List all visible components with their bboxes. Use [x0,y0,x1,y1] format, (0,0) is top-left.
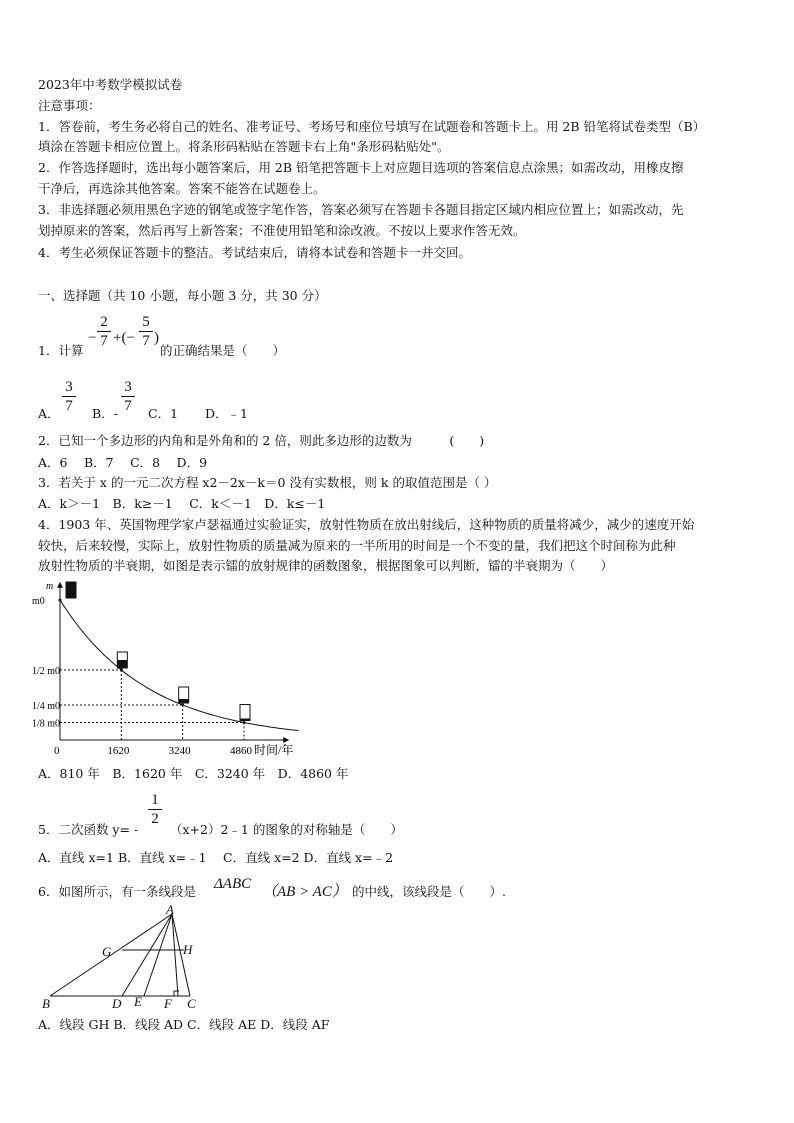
x-tick-label: 4860 [230,745,252,757]
q6-options: A．线段 GH B．线段 AD C．线段 AE D．线段 AF [38,1017,330,1032]
sample-fill [117,660,127,668]
label-b: B [42,996,50,1011]
data-point [181,704,184,707]
x-tick-label: 3240 [168,745,191,757]
notice-line: 划掉原来的答案，然后再写上新答案；不准使用铅笔和涂改液。不按以上要求作答无效。 [38,223,526,238]
data-point [243,721,246,724]
sample-marker [240,705,250,721]
q1-plus: +(− [113,330,135,346]
q6-condition: （AB > AC） [262,884,347,900]
q5-frac [148,792,162,827]
notice-line: 干净后，再选涂其他答案。答案不能答在试题卷上。 [38,181,326,196]
q1-opt-a-frac [62,379,76,414]
q2-options: A．6 B．7 C．8 D．9 [38,455,208,470]
notice-heading: 注意事项： [38,98,101,113]
q4-stem: 4．1903 年、英国物理学家卢瑟福通过实验证实，放射性物质在放出射线后，这种物质的质量将减少，减少的速度开始 [38,517,695,532]
frac-num: 1 [151,792,159,808]
y-tick-label: 1/8 m0 [32,718,61,730]
q1-opt-a-label: A． [38,406,60,421]
q6-stem-before: 6．如图所示，有一条线段是 [38,884,196,899]
x-tick-label: 1620 [107,745,130,757]
q4-options: A．810 年 B．1620 年 C．3240 年 D．4860 年 [38,766,349,781]
frac-den: 2 [151,811,159,827]
frac-num: 2 [100,314,108,330]
sample-fill [179,699,189,703]
q5-options: A．直线 x=1 B．直线 x=﹣1 C．直线 x=2 D．直线 x=﹣2 [38,850,394,865]
q1-opt-d: D．﹣1 [205,406,248,421]
q1-frac-2 [139,314,153,349]
q3-options: A．k＞－1 B．k≥－1 C．k＜－1 D．k≤－1 [38,496,326,511]
label-d: D [112,996,122,1011]
q6-stem-after: 的中线，该线段是（ ）. [352,884,506,899]
notice-line: 3．非选择题必须用黑色字迹的钢笔或签字笔作答，答案必须写在答题卡各题目指定区域内相应位置上；如需改动，先 [38,202,684,217]
label-a: A [166,904,174,917]
notice-line: 填涂在答题卡相应位置上。将条形码粘贴在答题卡右上角"条形码粘贴处"。 [38,139,450,154]
q5-stem-after: （x+2）2﹣1 的图象的对称轴是（ ） [170,822,403,837]
label-e: E [134,994,142,1009]
data-point [59,599,62,602]
q1-opt-b-frac [121,379,135,414]
q1-opt-b-label: B．- [92,406,118,421]
decay-chart [28,575,318,765]
q4-stem: 较快，后来较慢，实际上，放射性物质的质量减为原来的一半所用的时间是一个不变的量，我们把这个时间称为此种 [38,538,676,553]
decay-curve [60,600,299,731]
x-axis-label: 时间/年 [254,743,294,757]
frac-den: 7 [100,333,108,349]
y-tick-label: m0 [32,596,45,607]
segment-ad [122,914,172,996]
sample-fill [240,719,250,721]
notice-line: 1．答卷前，考生务必将自己的姓名、准考证号、考场号和座位号填写在试题卷和答题卡上。用 2B 铅笔将试卷类型（B） [38,119,706,134]
q1-stem-before: 1．计算 [38,343,84,358]
q1-neg: − [88,330,97,346]
q2-stem: 2．已知一个多边形的内角和是外角和的 2 倍，则此多边形的边数为 ( ) [38,433,485,448]
q1-frac-1 [97,314,111,349]
y-tick-label: 1/4 m0 [32,701,61,712]
chart-layer [32,581,299,757]
label-h: H [183,942,193,957]
q1-opt-c: C．1 [148,406,179,421]
x-tick-label: 0 [54,745,60,757]
frac-num: 5 [142,314,150,330]
q5-stem-before: 5．二次函数 y= - [38,822,139,837]
paper-title: 2023年中考数学模拟试卷 [38,77,183,92]
triangle-figure [38,904,208,1014]
segment-ae [144,914,172,996]
sample-fill [66,582,76,598]
label-c: C [187,996,196,1011]
label-f: F [164,996,172,1011]
notice-line: 2．作答选择题时，选出每小题答案后，用 2B 铅笔把答题卡上对应题目选项的答案信息点涂黑；如需改动，用橡皮擦 [38,160,684,175]
frac-num: 3 [65,379,73,395]
section-title: 一、选择题（共 10 小题，每小题 3 分，共 30 分） [38,288,327,303]
frac-den: 7 [142,333,150,349]
frac-num: 3 [124,379,132,395]
y-axis-label: m [46,581,54,592]
frac-den: 7 [124,398,132,414]
notice-line: 4．考生必须保证答题卡的整洁。考试结束后，请将本试卷和答题卡一并交回。 [38,245,471,260]
q4-stem: 放射性物质的半衰期，如图是表示镭的放射规律的函数图象，根据图象可以判断，镭的半衰期为（ ） [38,558,614,573]
data-point [120,669,123,672]
q6-triangle: ΔABC [214,876,252,892]
frac-den: 7 [65,398,73,414]
label-g: G [102,944,112,959]
q1-close: ) [154,330,159,346]
y-tick-label: 1/2 m0 [32,666,61,677]
q3-stem: 3．若关于 x 的一元二次方程 x2－2x－k＝0 没有实数根，则 k 的取值范围是（ ） [38,475,497,490]
q1-stem-after: 的正确结果是（ ） [160,343,286,358]
